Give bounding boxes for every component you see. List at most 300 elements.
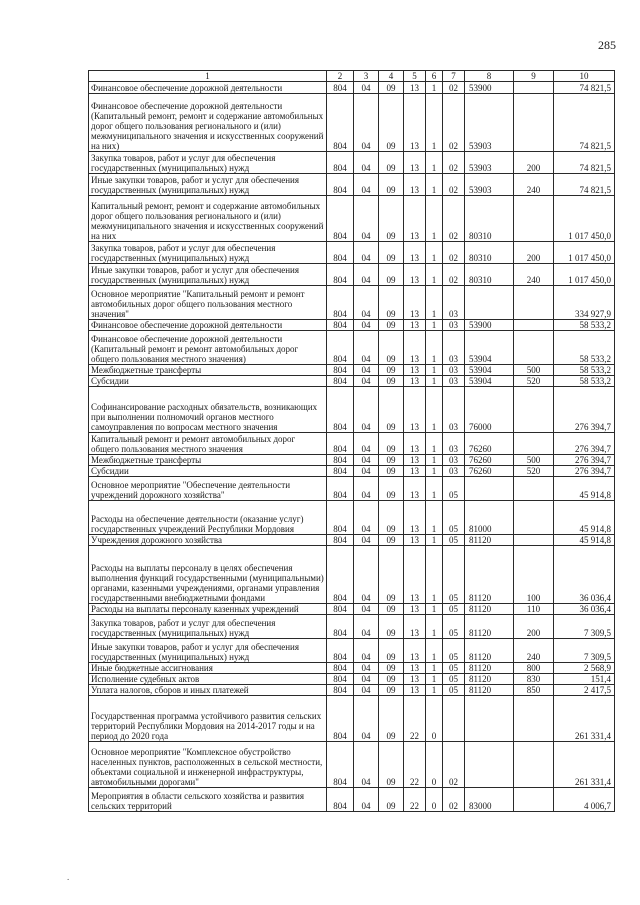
table-row (89, 742, 615, 788)
code-cell: 81120 (465, 535, 514, 546)
code-cell: 804 (327, 663, 354, 674)
code-cell: 04 (354, 242, 379, 264)
code-cell: 03 (443, 376, 465, 387)
table-row (89, 615, 615, 639)
code-cell: 804 (327, 376, 354, 387)
code-cell: 03 (443, 455, 465, 466)
table-row (89, 546, 615, 604)
code-cell: 04 (354, 387, 379, 433)
code-cell: 804 (327, 546, 354, 604)
table-row (89, 365, 615, 376)
code-cell: 09 (379, 174, 404, 196)
table-row (89, 433, 615, 455)
code-cell: 13 (404, 663, 426, 674)
code-cell: 09 (379, 387, 404, 433)
code-cell: 1 (426, 546, 443, 604)
table-row (89, 685, 615, 696)
code-cell: 13 (404, 242, 426, 264)
code-cell: 03 (443, 466, 465, 477)
code-cell: 804 (327, 387, 354, 433)
code-cell (514, 286, 554, 320)
header-row (89, 71, 615, 82)
code-cell: 1 (426, 94, 443, 152)
code-cell: 200 (514, 615, 554, 639)
code-cell: 13 (404, 387, 426, 433)
table-row (89, 501, 615, 535)
amount-cell: 4 006,7 (554, 788, 615, 812)
code-cell: 520 (514, 376, 554, 387)
code-cell: 03 (443, 320, 465, 331)
row-name-cell: Закупка товаров, работ и услуг для обеспечения государственных (муниципальных) нужд (89, 152, 327, 174)
code-cell: 1 (426, 376, 443, 387)
code-cell: 09 (379, 674, 404, 685)
code-cell: 804 (327, 535, 354, 546)
code-cell: 1 (426, 466, 443, 477)
row-name-cell: Иные закупки товаров, работ и услуг для обеспечения государственных (муниципальных) нужд (89, 639, 327, 663)
amount-cell: 74 821,5 (554, 152, 615, 174)
table-row (89, 674, 615, 685)
code-cell: 1 (426, 685, 443, 696)
code-cell: 09 (379, 742, 404, 788)
code-cell: 02 (443, 788, 465, 812)
code-cell: 04 (354, 455, 379, 466)
code-cell: 804 (327, 466, 354, 477)
code-cell: 850 (514, 685, 554, 696)
code-cell: 81120 (465, 615, 514, 639)
code-cell: 804 (327, 685, 354, 696)
code-cell: 100 (514, 546, 554, 604)
table-row (89, 535, 615, 546)
code-cell: 804 (327, 365, 354, 376)
code-cell: 1 (426, 196, 443, 242)
table-row (89, 387, 615, 433)
amount-cell: 45 914,8 (554, 477, 615, 501)
code-cell: 830 (514, 674, 554, 685)
code-cell: 81000 (465, 501, 514, 535)
code-cell: 81120 (465, 604, 514, 615)
code-cell: 03 (443, 286, 465, 320)
row-name-cell: Субсидии (89, 466, 327, 477)
table-row (89, 174, 615, 196)
code-cell: 05 (443, 615, 465, 639)
code-cell: 13 (404, 535, 426, 546)
code-cell: 800 (514, 663, 554, 674)
row-name-cell: Закупка товаров, работ и услуг для обеспечения государственных (муниципальных) нужд (89, 242, 327, 264)
amount-cell: 7 309,5 (554, 639, 615, 663)
amount-cell: 45 914,8 (554, 501, 615, 535)
code-cell: 1 (426, 365, 443, 376)
code-cell: 1 (426, 320, 443, 331)
code-cell: 04 (354, 331, 379, 365)
code-cell: 09 (379, 535, 404, 546)
code-cell: 81120 (465, 674, 514, 685)
code-cell: 04 (354, 639, 379, 663)
code-cell: 76260 (465, 466, 514, 477)
code-cell: 04 (354, 365, 379, 376)
code-cell (514, 94, 554, 152)
row-name-cell: Основное мероприятие "Капитальный ремонт и ремонт автомобильных дорог общего пользования местного значения" (89, 286, 327, 320)
table-row (89, 196, 615, 242)
code-cell: 1 (426, 477, 443, 501)
code-cell: 09 (379, 242, 404, 264)
code-cell: 05 (443, 501, 465, 535)
code-cell: 804 (327, 696, 354, 742)
code-cell: 1 (426, 615, 443, 639)
code-cell: 09 (379, 264, 404, 286)
code-cell: 03 (443, 331, 465, 365)
code-cell (514, 788, 554, 812)
code-cell: 1 (426, 604, 443, 615)
code-cell (514, 477, 554, 501)
table-row (89, 604, 615, 615)
code-cell: 09 (379, 788, 404, 812)
row-name-cell: Межбюджетные трансферты (89, 455, 327, 466)
code-cell: 804 (327, 615, 354, 639)
code-cell: 09 (379, 639, 404, 663)
table-row (89, 152, 615, 174)
code-cell: 1 (426, 286, 443, 320)
code-cell: 80310 (465, 242, 514, 264)
amount-cell: 261 331,4 (554, 696, 615, 742)
code-cell: 09 (379, 433, 404, 455)
code-cell (465, 477, 514, 501)
code-cell (465, 696, 514, 742)
amount-cell: 2 417,5 (554, 685, 615, 696)
code-cell: 02 (443, 82, 465, 94)
code-cell: 13 (404, 433, 426, 455)
code-cell: 04 (354, 286, 379, 320)
code-cell: 04 (354, 546, 379, 604)
code-cell: 04 (354, 742, 379, 788)
header-cell: 4 (379, 71, 404, 82)
code-cell (514, 331, 554, 365)
table-row (89, 639, 615, 663)
table-row (89, 264, 615, 286)
code-cell: 04 (354, 376, 379, 387)
code-cell: 05 (443, 674, 465, 685)
code-cell: 04 (354, 788, 379, 812)
code-cell: 1 (426, 501, 443, 535)
scan-mark: . (67, 872, 70, 882)
code-cell (514, 82, 554, 94)
amount-cell: 151,4 (554, 674, 615, 685)
table-row (89, 82, 615, 94)
code-cell: 09 (379, 196, 404, 242)
code-cell: 53903 (465, 94, 514, 152)
code-cell: 13 (404, 674, 426, 685)
row-name-cell: Капитальный ремонт, ремонт и содержание автомобильных дорог общего пользования регионального и (или) межмуниципального значения и искусственных сооружений на них (89, 196, 327, 242)
code-cell: 53903 (465, 174, 514, 196)
code-cell: 240 (514, 639, 554, 663)
code-cell: 200 (514, 242, 554, 264)
row-name-cell: Исполнение судебных актов (89, 674, 327, 685)
table-row (89, 320, 615, 331)
code-cell: 81120 (465, 685, 514, 696)
code-cell: 02 (443, 94, 465, 152)
code-cell: 804 (327, 331, 354, 365)
code-cell: 13 (404, 477, 426, 501)
code-cell: 09 (379, 615, 404, 639)
code-cell (514, 501, 554, 535)
row-name-cell: Расходы на обеспечение деятельности (оказание услуг) государственных учреждений Республики Мордовия (89, 501, 327, 535)
header-cell: 5 (404, 71, 426, 82)
code-cell: 03 (443, 387, 465, 433)
code-cell: 09 (379, 685, 404, 696)
code-cell: 09 (379, 604, 404, 615)
code-cell: 1 (426, 663, 443, 674)
header-cell: 9 (514, 71, 554, 82)
code-cell: 804 (327, 152, 354, 174)
code-cell: 04 (354, 501, 379, 535)
code-cell: 03 (443, 365, 465, 376)
code-cell (514, 433, 554, 455)
table-row (89, 376, 615, 387)
code-cell: 200 (514, 152, 554, 174)
code-cell: 13 (404, 376, 426, 387)
code-cell: 804 (327, 82, 354, 94)
code-cell: 81120 (465, 546, 514, 604)
code-cell: 804 (327, 742, 354, 788)
code-cell: 04 (354, 466, 379, 477)
code-cell: 04 (354, 696, 379, 742)
code-cell: 02 (443, 152, 465, 174)
code-cell: 81120 (465, 639, 514, 663)
amount-cell: 276 394,7 (554, 387, 615, 433)
table-row (89, 477, 615, 501)
code-cell: 13 (404, 455, 426, 466)
code-cell (514, 387, 554, 433)
code-cell: 09 (379, 501, 404, 535)
code-cell: 05 (443, 604, 465, 615)
code-cell: 500 (514, 455, 554, 466)
row-name-cell: Финансовое обеспечение дорожной деятельности (89, 82, 327, 94)
header-cell: 2 (327, 71, 354, 82)
table-row (89, 331, 615, 365)
row-name-cell: Учреждения дорожного хозяйства (89, 535, 327, 546)
code-cell: 804 (327, 433, 354, 455)
row-name-cell: Расходы на выплаты персоналу в целях обеспечения выполнения функций государственными (муниципальными) органами, казенными учреждениями, органами управления государственными внебюджетными фондами (89, 546, 327, 604)
amount-cell: 1 017 450,0 (554, 264, 615, 286)
code-cell: 09 (379, 331, 404, 365)
amount-cell: 261 331,4 (554, 742, 615, 788)
code-cell: 1 (426, 455, 443, 466)
code-cell: 02 (443, 196, 465, 242)
code-cell: 04 (354, 433, 379, 455)
code-cell: 13 (404, 365, 426, 376)
row-name-cell: Мероприятия в области сельского хозяйства и развития сельских территорий (89, 788, 327, 812)
code-cell: 09 (379, 320, 404, 331)
code-cell: 05 (443, 639, 465, 663)
code-cell: 13 (404, 196, 426, 242)
code-cell: 110 (514, 604, 554, 615)
code-cell: 13 (404, 94, 426, 152)
code-cell: 240 (514, 264, 554, 286)
code-cell: 804 (327, 94, 354, 152)
code-cell: 05 (443, 535, 465, 546)
table-row (89, 696, 615, 742)
code-cell: 0 (426, 696, 443, 742)
code-cell: 13 (404, 264, 426, 286)
amount-cell: 1 017 450,0 (554, 242, 615, 264)
amount-cell: 276 394,7 (554, 455, 615, 466)
code-cell: 13 (404, 615, 426, 639)
amount-cell: 334 927,9 (554, 286, 615, 320)
table-row (89, 455, 615, 466)
code-cell: 804 (327, 242, 354, 264)
row-name-cell: Софинансирование расходных обязательств, возникающих при выполнении полномочий органов местного самоуправления по вопросам местного значения (89, 387, 327, 433)
code-cell: 804 (327, 286, 354, 320)
code-cell: 13 (404, 546, 426, 604)
code-cell: 1 (426, 331, 443, 365)
table-row (89, 94, 615, 152)
code-cell: 804 (327, 501, 354, 535)
code-cell: 22 (404, 696, 426, 742)
code-cell: 1 (426, 264, 443, 286)
code-cell (514, 742, 554, 788)
code-cell: 804 (327, 788, 354, 812)
row-name-cell: Финансовое обеспечение дорожной деятельности (89, 320, 327, 331)
code-cell: 04 (354, 663, 379, 674)
code-cell: 0 (426, 742, 443, 788)
code-cell: 76260 (465, 455, 514, 466)
code-cell: 83000 (465, 788, 514, 812)
code-cell: 02 (443, 264, 465, 286)
code-cell: 05 (443, 477, 465, 501)
table-row (89, 286, 615, 320)
row-name-cell: Основное мероприятие "Обеспечение деятельности учреждений дорожного хозяйства" (89, 477, 327, 501)
code-cell: 04 (354, 174, 379, 196)
amount-cell: 276 394,7 (554, 466, 615, 477)
amount-cell: 45 914,8 (554, 535, 615, 546)
amount-cell: 36 036,4 (554, 604, 615, 615)
row-name-cell: Капитальный ремонт и ремонт автомобильных дорог общего пользования местного значения (89, 433, 327, 455)
table-row (89, 466, 615, 477)
code-cell: 80310 (465, 196, 514, 242)
code-cell: 76000 (465, 387, 514, 433)
header-cell: 3 (354, 71, 379, 82)
code-cell: 240 (514, 174, 554, 196)
row-name-cell: Расходы на выплаты персоналу казенных учреждений (89, 604, 327, 615)
code-cell: 13 (404, 639, 426, 663)
code-cell: 04 (354, 615, 379, 639)
code-cell (443, 696, 465, 742)
code-cell (514, 535, 554, 546)
table-row (89, 242, 615, 264)
code-cell: 804 (327, 477, 354, 501)
code-cell: 04 (354, 152, 379, 174)
code-cell: 804 (327, 320, 354, 331)
header-cell: 6 (426, 71, 443, 82)
code-cell: 04 (354, 320, 379, 331)
amount-cell: 2 568,9 (554, 663, 615, 674)
code-cell: 04 (354, 685, 379, 696)
code-cell: 22 (404, 742, 426, 788)
code-cell: 804 (327, 455, 354, 466)
amount-cell: 36 036,4 (554, 546, 615, 604)
code-cell: 804 (327, 639, 354, 663)
amount-cell: 58 533,2 (554, 376, 615, 387)
row-name-cell: Закупка товаров, работ и услуг для обеспечения государственных (муниципальных) нужд (89, 615, 327, 639)
code-cell: 05 (443, 685, 465, 696)
code-cell: 76260 (465, 433, 514, 455)
page-number: 285 (598, 38, 616, 52)
code-cell: 53904 (465, 376, 514, 387)
budget-table (88, 70, 615, 812)
code-cell: 13 (404, 501, 426, 535)
code-cell: 09 (379, 466, 404, 477)
code-cell: 1 (426, 674, 443, 685)
amount-cell: 58 533,2 (554, 365, 615, 376)
code-cell (514, 196, 554, 242)
amount-cell: 58 533,2 (554, 331, 615, 365)
amount-cell: 276 394,7 (554, 433, 615, 455)
code-cell: 53900 (465, 320, 514, 331)
code-cell: 804 (327, 196, 354, 242)
code-cell: 804 (327, 264, 354, 286)
header-cell: 10 (554, 71, 615, 82)
amount-cell: 74 821,5 (554, 174, 615, 196)
code-cell: 09 (379, 477, 404, 501)
amount-cell: 58 533,2 (554, 320, 615, 331)
code-cell: 04 (354, 264, 379, 286)
code-cell: 500 (514, 365, 554, 376)
code-cell: 13 (404, 320, 426, 331)
code-cell: 13 (404, 82, 426, 94)
code-cell: 13 (404, 331, 426, 365)
code-cell: 804 (327, 604, 354, 615)
row-name-cell: Уплата налогов, сборов и иных платежей (89, 685, 327, 696)
code-cell: 1 (426, 387, 443, 433)
code-cell: 02 (443, 742, 465, 788)
code-cell: 13 (404, 685, 426, 696)
code-cell: 04 (354, 674, 379, 685)
amount-cell: 7 309,5 (554, 615, 615, 639)
code-cell: 804 (327, 674, 354, 685)
code-cell: 804 (327, 174, 354, 196)
code-cell: 1 (426, 535, 443, 546)
code-cell (514, 320, 554, 331)
row-name-cell: Основное мероприятие "Комплексное обустройство населенных пунктов, расположенных в сельской местности, объектами социальной и инженерной инфраструктуры, автомобильными дорогами" (89, 742, 327, 788)
code-cell: 80310 (465, 264, 514, 286)
code-cell: 1 (426, 82, 443, 94)
row-name-cell: Субсидии (89, 376, 327, 387)
code-cell: 13 (404, 604, 426, 615)
row-name-cell: Иные бюджетные ассигнования (89, 663, 327, 674)
code-cell: 04 (354, 477, 379, 501)
header-cell: 7 (443, 71, 465, 82)
code-cell: 1 (426, 242, 443, 264)
code-cell: 53900 (465, 82, 514, 94)
code-cell: 520 (514, 466, 554, 477)
code-cell: 02 (443, 174, 465, 196)
code-cell: 53904 (465, 365, 514, 376)
code-cell: 02 (443, 242, 465, 264)
code-cell (465, 286, 514, 320)
code-cell: 53903 (465, 152, 514, 174)
code-cell: 05 (443, 663, 465, 674)
row-name-cell: Иные закупки товаров, работ и услуг для обеспечения государственных (муниципальных) нужд (89, 174, 327, 196)
code-cell: 05 (443, 546, 465, 604)
code-cell: 1 (426, 639, 443, 663)
code-cell (465, 742, 514, 788)
code-cell: 09 (379, 94, 404, 152)
code-cell: 1 (426, 174, 443, 196)
code-cell: 13 (404, 286, 426, 320)
code-cell: 13 (404, 152, 426, 174)
code-cell: 1 (426, 433, 443, 455)
code-cell: 04 (354, 94, 379, 152)
row-name-cell: Государственная программа устойчивого развития сельских территорий Республики Мордовия на 2014-2017 годы и на период до 2020 года (89, 696, 327, 742)
